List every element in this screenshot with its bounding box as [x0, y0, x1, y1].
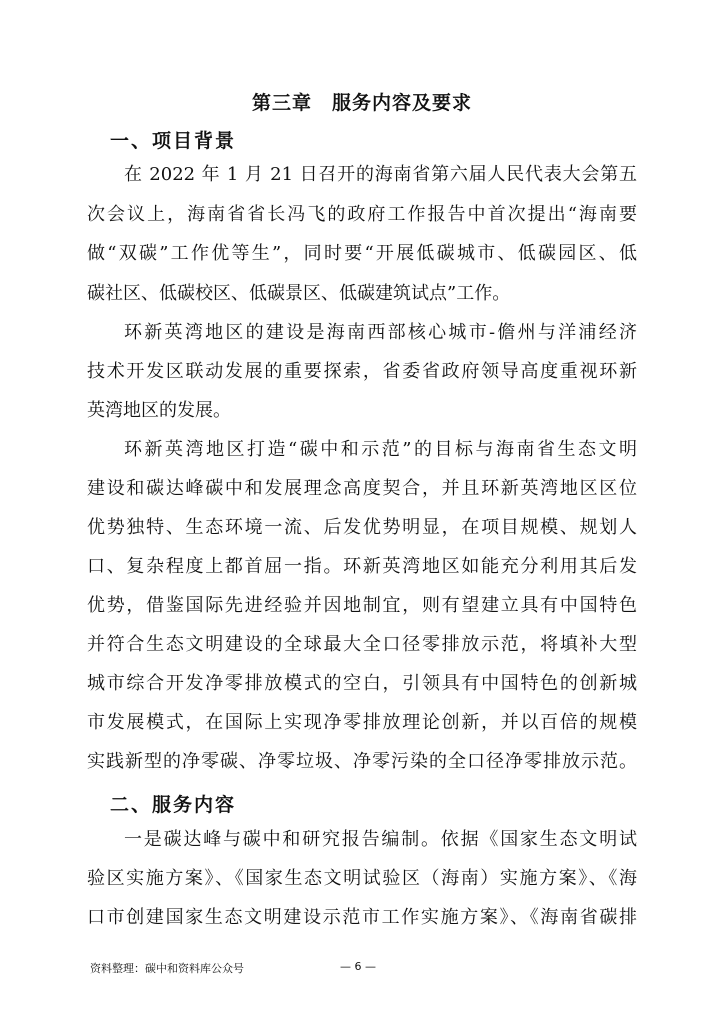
paragraph-line: 建设和碳达峰碳中和发展理念高度契合，并且环新英湾地区区位	[87, 478, 637, 499]
paragraph-line: 在 2022 年 1 月 21 日召开的海南省第六届人民代表大会第五	[124, 164, 637, 185]
paragraph-line: 环新英湾地区打造“碳中和示范”的目标与海南省生态文明	[124, 439, 637, 460]
footer-source: 资料整理：碳中和资料库公众号	[90, 962, 244, 975]
paragraph-line: 实践新型的净零碳、净零垃圾、净零污染的全口径净零排放示范。	[87, 751, 637, 772]
paragraph-line: 口、复杂程度上都首屈一指。环新英湾地区如能充分利用其后发	[87, 556, 637, 577]
chapter-title: 第三章 服务内容及要求	[251, 92, 472, 114]
paragraph-line: 英湾地区的发展。	[87, 400, 231, 421]
page-number: — 6 —	[340, 960, 376, 973]
paragraph-line: 环新英湾地区的建设是海南西部核心城市-儋州与洋浦经济	[124, 322, 637, 343]
paragraph-line: 城市综合开发净零排放模式的空白，引领具有中国特色的创新城	[87, 673, 637, 694]
section-heading-background: 一、项目背景	[110, 130, 237, 152]
paragraph-line: 市发展模式，在国际上实现净零排放理论创新，并以百倍的规模	[87, 712, 637, 733]
paragraph-line: 优势，借鉴国际先进经验并因地制宜，则有望建立具有中国特色	[87, 595, 637, 616]
paragraph-line: 次会议上，海南省省长冯飞的政府工作报告中首次提出“海南要	[87, 204, 637, 225]
paragraph-line: 技术开发区联动发展的重要探索，省委省政府领导高度重视环新	[87, 361, 637, 382]
paragraph-line: 做“双碳”工作优等生”，同时要“开展低碳城市、低碳园区、低	[87, 243, 637, 264]
paragraph-line: 口市创建国家生态文明建设示范市工作实施方案》、《海南省碳排	[87, 907, 637, 928]
paragraph-line: 并符合生态文明建设的全球最大全口径零排放示范，将填补大型	[87, 634, 637, 655]
paragraph-line: 碳社区、低碳校区、低碳景区、低碳建筑试点”工作。	[87, 283, 511, 304]
paragraph-line: 验区实施方案》、《国家生态文明试验区（海南）实施方案》、《海	[87, 868, 637, 889]
paragraph-line: 一是碳达峰与碳中和研究报告编制。依据《国家生态文明试	[124, 829, 637, 850]
section-heading-service: 二、服务内容	[110, 794, 237, 816]
paragraph-line: 优势独特、生态环境一流、后发优势明显，在项目规模、规划人	[87, 517, 637, 538]
